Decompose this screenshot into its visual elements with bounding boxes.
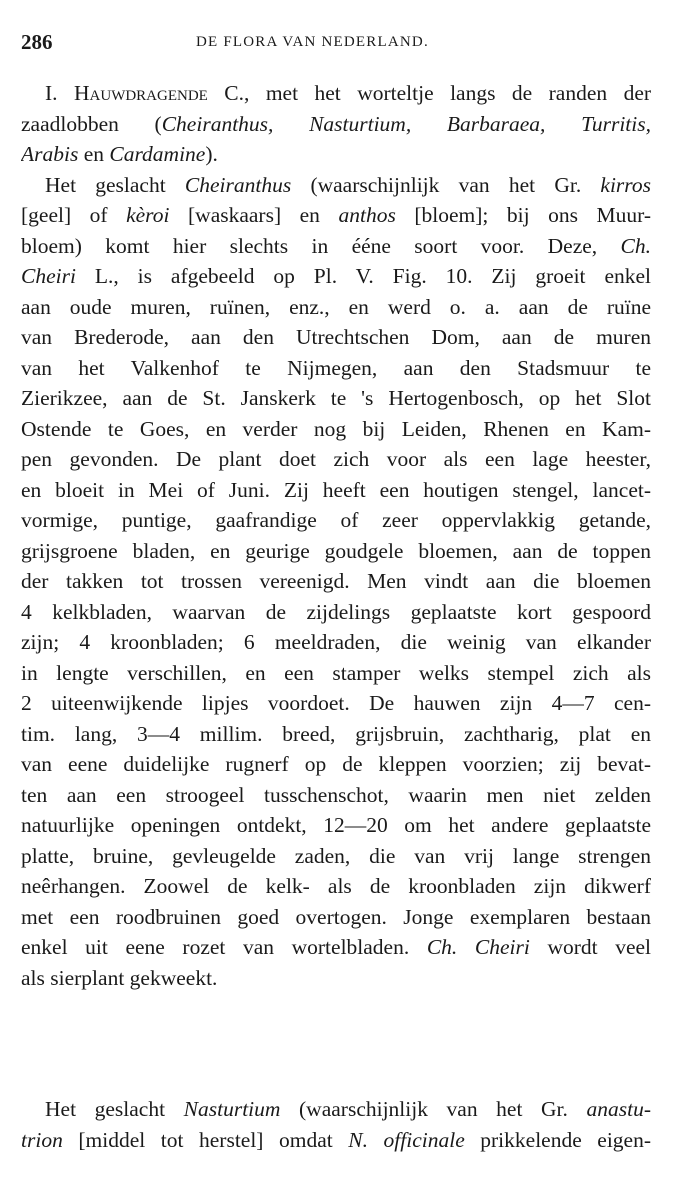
text-line: trion [middel tot herstel] omdat N. officinale prikkelende eigen- (21, 1127, 651, 1152)
text-line: in lengte verschillen, en een stamper welks stempel zich als (21, 660, 651, 685)
text-line: tim. lang, 3—4 millim. breed, grijsbruin, zachtharig, plat en (21, 721, 651, 746)
text-line: neêrhangen. Zoowel de kelk- als de kroonbladen zijn dikwerf (21, 874, 651, 898)
text-line: Cheiri L., is afgebeeld op Pl. V. Fig. 10. Zij groeit enkel (21, 264, 651, 288)
text-line: natuurlijke openingen ontdekt, 12—20 om het andere geplaatste (21, 813, 651, 837)
text-line: der takken tot trossen vereenigd. Men vindt aan die bloemen (21, 569, 651, 593)
text-line: zaadlobben (Cheiranthus, Nasturtium, Barbaraea, Turritis, (21, 111, 651, 136)
text-line: Ostende te Goes, en verder nog bij Leiden, Rhenen en Kam- (21, 416, 651, 441)
text-line: pen gevonden. De plant doet zich voor als een lage heester, (21, 447, 651, 471)
text-line: Het geslacht Cheiranthus (waarschijnlijk van het Gr. kirros (45, 172, 651, 197)
text-line: I. Hauwdragende C., met het worteltje langs de randen der (45, 81, 651, 105)
running-title: DE FLORA VAN NEDERLAND. (196, 34, 429, 50)
text-line: met een roodbruinen goed overtogen. Jonge exemplaren bestaan (21, 904, 651, 929)
text-line: platte, bruine, gevleugelde zaden, die van vrij lange strengen (21, 843, 651, 868)
text-line: Het geslacht Nasturtium (waarschijnlijk van het Gr. anastu- (45, 1097, 651, 1121)
text-line: Zierikzee, aan de St. Janskerk te 's Hertogenbosch, op het Slot (21, 386, 651, 410)
main-text (21, 78, 651, 993)
page-header (21, 30, 651, 54)
text-line: [geel] of kèroi [waskaars] en anthos [bloem]; bij ons Muur- (21, 203, 651, 227)
text-line: van eene duidelijke rugnerf op de kleppen voorzien; zij bevat- (21, 752, 651, 776)
text-line: zijn; 4 kroonbladen; 6 meeldraden, die weinig van elkander (21, 630, 651, 654)
text-line: bloem) komt hier slechts in ééne soort voor. Deze, Ch. (21, 233, 651, 258)
next-paragraph (21, 1094, 651, 1155)
text-line: en bloeit in Mei of Juni. Zij heeft een houtigen stengel, lancet- (21, 477, 651, 502)
text-line: 4 kelkbladen, waarvan de zijdelings geplaatste kort gespoord (21, 599, 651, 624)
text-line: als sierplant gekweekt. (21, 965, 218, 990)
text-line: van Brederode, aan den Utrechtschen Dom, aan de muren (21, 325, 651, 349)
text-line: van het Valkenhof te Nijmegen, aan den Stadsmuur te (21, 355, 651, 380)
text-line: ten aan een stroogeel tusschenschot, waarin men niet zelden (21, 782, 651, 807)
text-line: aan oude muren, ruïnen, enz., en werd o. a. aan de ruïne (21, 294, 651, 319)
text-line: vormige, puntige, gaafrandige of zeer oppervlakkig getande, (21, 508, 651, 532)
text-line: Arabis en Cardamine). (21, 142, 218, 166)
page-number: 286 (21, 30, 53, 54)
text-line: 2 uiteenwijkende lipjes voordoet. De hauwen zijn 4—7 cen- (21, 691, 651, 715)
text-line: enkel uit eene rozet van wortelbladen. Ch. Cheiri wordt veel (21, 935, 651, 959)
text-line: grijsgroene bladen, en geurige goudgele bloemen, aan de toppen (21, 538, 651, 563)
